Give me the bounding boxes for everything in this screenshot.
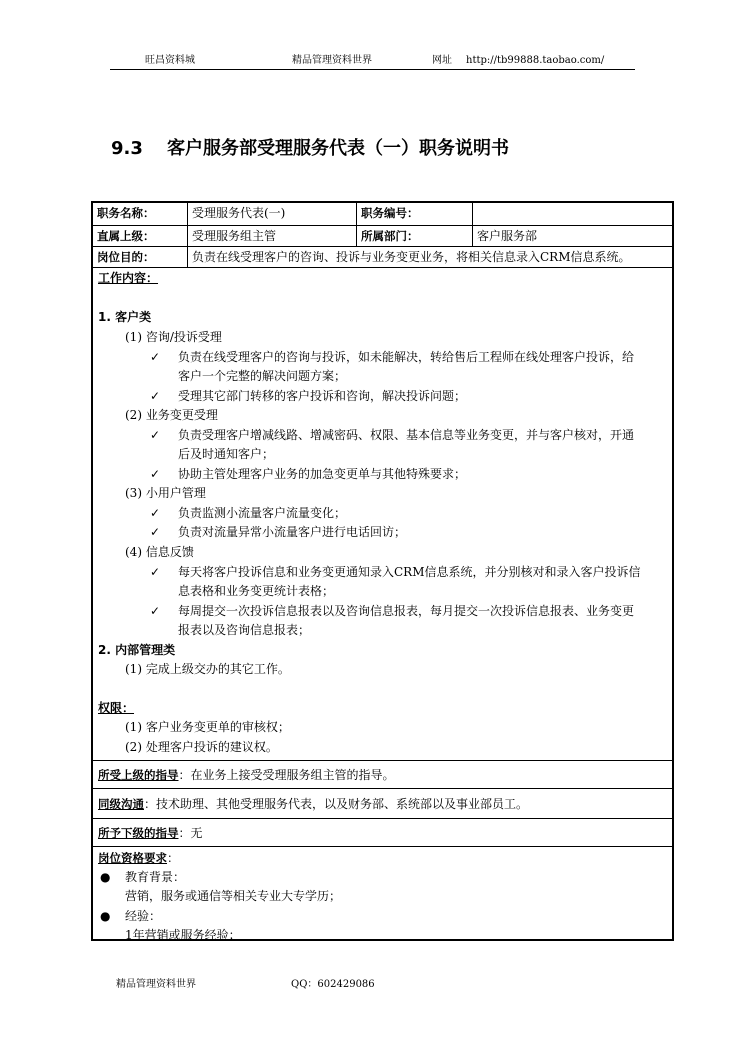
bullet-icon: ● <box>100 909 111 923</box>
header-url-link[interactable]: http://tb99888.taobao.com/ <box>466 55 605 66</box>
job-title-label: 职务名称： <box>97 206 155 220</box>
check-icon: ✓ <box>150 525 161 539</box>
qualification-section <box>93 847 672 942</box>
bullet-icon: ● <box>100 870 111 884</box>
experience-value: 1年营销或服务经验； <box>125 928 241 942</box>
section-heading-customer: 1. 客户类 <box>98 310 152 324</box>
footer-qq-text: QQ：602429086 <box>291 979 375 990</box>
check-icon: ✓ <box>150 604 161 618</box>
list-item: 负责受理客户增减线路、增减密码、权限、基本信息等业务变更，并与客户核对，开通 <box>178 428 635 442</box>
check-icon: ✓ <box>150 389 161 403</box>
job-title-value: 受理服务代表(一) <box>187 203 356 225</box>
subsection-inquiry: (1) 咨询/投诉受理 <box>125 330 222 344</box>
experience-label: 经验： <box>125 909 162 923</box>
section-heading-internal: 2. 内部管理类 <box>98 643 176 657</box>
supervisor-value: 受理服务组主管 <box>187 226 356 246</box>
purpose-value: 负责在线受理客户的咨询、投诉与业务变更业务，将相关信息录入CRM信息系统。 <box>187 247 672 267</box>
subordinate-guidance-row <box>93 819 672 847</box>
qualification-heading: 岗位资格要求 <box>98 851 167 865</box>
list-item-continuation: 息表格和业务变更统计表格； <box>178 584 335 598</box>
list-item: (2) 处理客户投诉的建议权。 <box>125 740 278 754</box>
title-text: 客户服务部受理服务代表（一）职务说明书 <box>167 138 509 159</box>
education-value: 营销，服务或通信等相关专业大专学历； <box>125 889 342 903</box>
subsection-feedback: (4) 信息反馈 <box>125 545 194 559</box>
subordinate-guidance-text: ：无 <box>178 826 203 840</box>
supervisor-label: 直属上级： <box>97 229 155 243</box>
job-description-table <box>91 201 674 941</box>
header-left-text: 旺昌资料城 <box>145 55 195 66</box>
subordinate-guidance-line <box>98 825 203 841</box>
check-icon: ✓ <box>150 506 161 520</box>
list-item: 负责在线受理客户的咨询与投诉，如未能解决，转给售后工程师在线处理客户投诉，给 <box>178 350 635 364</box>
list-item: 协助主管处理客户业务的加急变更单与其他特殊要求； <box>178 467 467 481</box>
list-item-continuation: 后及时通知客户； <box>178 447 275 461</box>
qualification-colon: ： <box>167 851 180 865</box>
list-item: 负责对流量异常小流量客户进行电话回访； <box>178 525 407 539</box>
section-number: 9.3 <box>111 138 143 159</box>
list-item-continuation: 客户一个完整的解决问题方案； <box>178 369 347 383</box>
purpose-label: 岗位目的： <box>97 250 155 264</box>
table-row <box>93 203 672 226</box>
authority-heading: 权限： <box>98 701 135 715</box>
subordinate-guidance-label: 所予下级的指导 <box>98 826 179 840</box>
header-middle-text: 精品管理资料世界 <box>292 55 372 66</box>
peer-communication-line <box>98 796 528 812</box>
header-url-label: 网址 <box>432 55 452 66</box>
superior-guidance-text: ：在业务上接受受理服务组主管的指导。 <box>178 768 395 782</box>
department-value: 客户服务部 <box>472 226 672 246</box>
page-title <box>111 134 509 160</box>
superior-guidance-row <box>93 761 672 789</box>
peer-communication-label: 同级沟通 <box>98 797 144 811</box>
job-code-label: 职务编号： <box>356 203 472 225</box>
table-row <box>93 226 672 247</box>
list-item: (1) 客户业务变更单的审核权； <box>125 720 290 734</box>
list-item-continuation: 报表以及咨询信息报表； <box>178 623 311 637</box>
peer-communication-text: ：技术助理、其他受理服务代表，以及财务部、系统部以及事业部员工。 <box>144 797 529 811</box>
superior-guidance-label: 所受上级的指导 <box>98 768 179 782</box>
list-item: 每周提交一次投诉信息报表以及咨询信息报表，每月提交一次投诉信息报表、业务变更 <box>178 604 635 618</box>
work-content-heading: 工作内容： <box>98 271 159 285</box>
department-label: 所属部门： <box>356 226 472 246</box>
check-icon: ✓ <box>150 350 161 364</box>
qualification-heading-line <box>98 850 179 866</box>
list-item: (1) 完成上级交办的其它工作。 <box>125 662 290 676</box>
list-item: 受理其它部门转移的客户投诉和咨询，解决投诉问题； <box>178 389 467 403</box>
check-icon: ✓ <box>150 467 161 481</box>
superior-guidance-line <box>98 767 395 783</box>
check-icon: ✓ <box>150 565 161 579</box>
subsection-small-user: (3) 小用户管理 <box>125 486 206 500</box>
peer-communication-row <box>93 789 672 819</box>
work-content-section <box>93 268 672 761</box>
education-label: 教育背景： <box>125 870 186 884</box>
check-icon: ✓ <box>150 428 161 442</box>
list-item: 负责监测小流量客户流量变化； <box>178 506 347 520</box>
list-item: 每天将客户投诉信息和业务变更通知录入CRM信息系统，并分别核对和录入客户投诉信 <box>178 565 641 579</box>
footer-left-text: 精品管理资料世界 <box>116 979 196 990</box>
table-row <box>93 247 672 268</box>
job-code-value <box>472 203 672 225</box>
subsection-business-change: (2) 业务变更受理 <box>125 408 218 422</box>
header-divider <box>110 69 635 70</box>
